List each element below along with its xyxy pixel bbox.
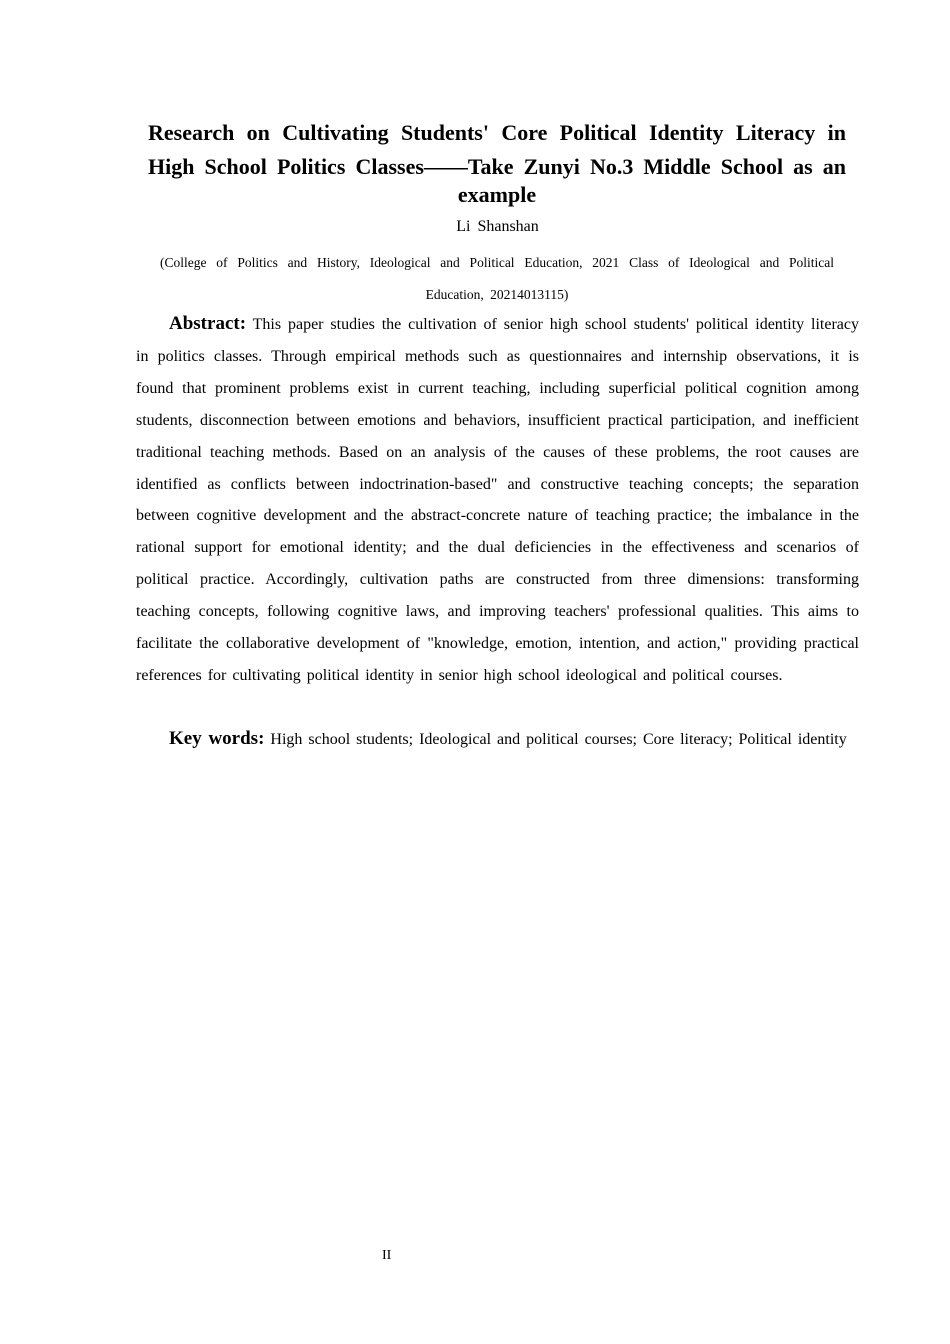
keywords-paragraph	[136, 723, 859, 756]
author-affiliation: (College of Politics and History, Ideological and Political Education, 2021 Class of Ideological and Political Education, 20214013115)	[160, 255, 834, 302]
author-name: Li Shanshan	[456, 218, 539, 235]
keywords-label: Key words:	[169, 728, 265, 749]
abstract-text: This paper studies the cultivation of senior high school students' political identity literacy in politics classes. Through empirical methods such as questionnaires and internship observations, it is found that prominent problems exist in current teaching, including superficial political cognition among students, disconnection between emotions and behaviors, insufficient practical participation, and inefficient traditional teaching methods. Based on an analysis of the causes of these problems, the root causes are identified as conflicts between indoctrination-based" and constructive teaching concepts; the separation between cognitive development and the abstract-concrete nature of teaching practice; the imbalance in the rational support for emotional identity; and the dual deficiencies in the effectiveness and scenarios of political practice. Accordingly, cultivation paths are constructed from three dimensions: transforming teaching concepts, following cognitive laws, and improving teachers' professional qualities. This aims to facilitate the collaborative development of "knowledge, emotion, intention, and action," providing practical references for cultivating political identity in senior high school ideological and political courses.	[136, 316, 859, 684]
paper-title	[148, 116, 846, 210]
page-number: II	[382, 1248, 392, 1263]
abstract-label: Abstract:	[169, 313, 247, 334]
paper-title-line-1: Research on Cultivating Students' Core Political Identity Literacy in	[148, 120, 846, 145]
paper-title-line-2: High School Politics Classes——Take Zunyi No.3 Middle School as an	[148, 154, 846, 179]
abstract-paragraph	[136, 308, 859, 692]
keywords-text: High school students; Ideological and political courses; Core literacy; Political identity	[270, 731, 847, 748]
paper-title-line-3: example	[457, 182, 537, 207]
